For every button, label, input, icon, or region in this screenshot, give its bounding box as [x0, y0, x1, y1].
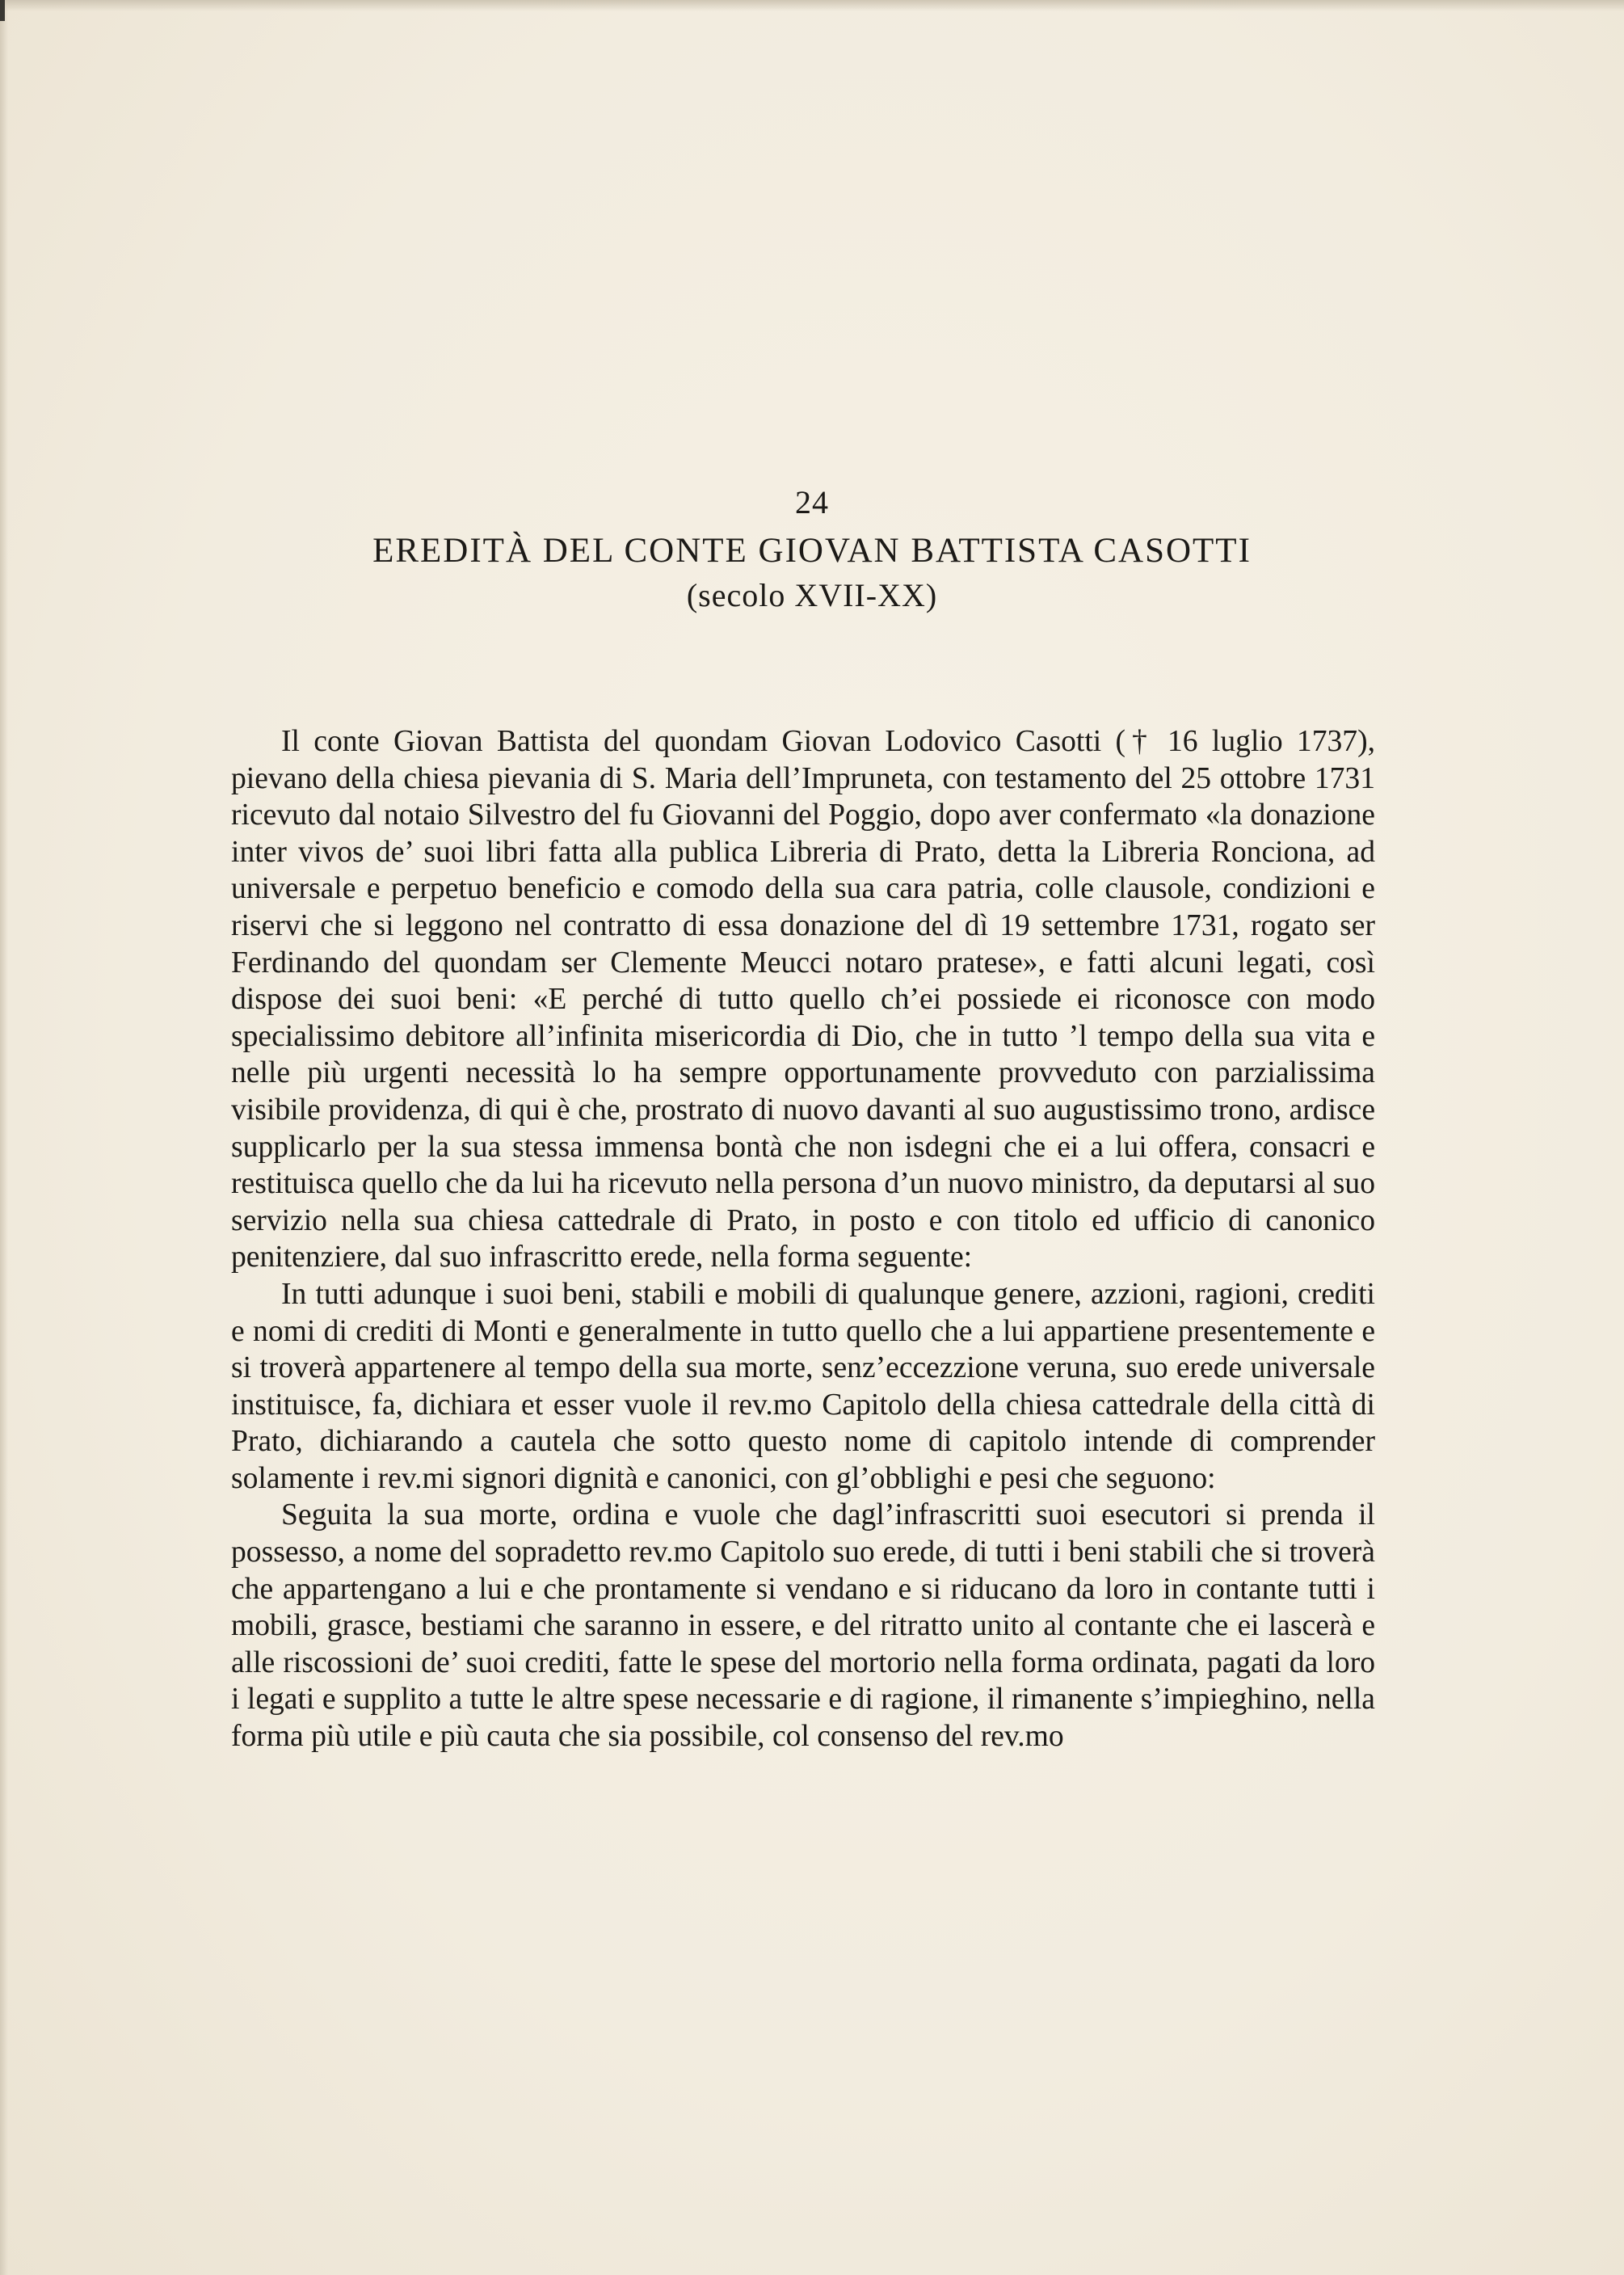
paragraph-1: Il conte Giovan Battista del quondam Giovan Lodovico Casotti († 16 luglio 1737), pievano della chiesa pievania di S. Maria dell’Impruneta, con testamento del 25 ottobre 1731 ricevuto dal notaio Silvestro del fu Giovanni del Poggio, dopo aver confermato «la donazione inter vivos de’ suoi libri fatta alla publica Libreria di Prato, detta la Libreria Ronciona, ad universale e perpetuo beneficio e comodo della sua cara patria, colle clausole, condizioni e riservi che si leggono nel contratto di essa donazione del dì 19 settembre 1731, rogato ser Ferdinando del quondam ser Clemente Meucci notaro pratese», e fatti alcuni legati, così dispose dei suoi beni: «E perché di tutto quello ch’ei possiede ei riconosce con modo specialissimo debitore all’infinita misericordia di Dio, che in tutto ’l tempo della sua vita e nelle più urgenti necessità lo ha sempre opportunamente provveduto con parzialissima visibile providenza, di qui è che, prostrato di nuovo davanti al suo augustissimo trono, ardisce supplicarlo per la sua stessa immensa bontà che non isdegni che ei a lui offera, consacri e restituisca quello che da lui ha ricevuto nella persona d’un nuovo ministro, da deputarsi al suo servizio nella sua chiesa cattedrale di Prato, in posto e con titolo ed ufficio di canonico penitenziere, dal suo infrascritto erede, nella forma seguente:: [231, 725, 1375, 1274]
page-left-edge: [0, 0, 8, 2275]
chapter-subtitle: (secolo XVII-XX): [686, 577, 938, 613]
body-text: [231, 723, 1375, 1755]
chapter-title: EREDITÀ DEL CONTE GIOVAN BATTISTA CASOTTI: [372, 532, 1252, 570]
chapter-number: 24: [795, 484, 829, 520]
page-top-edge: [0, 0, 1624, 11]
scan-corner-mark: [0, 0, 5, 21]
paragraph-3: Seguita la sua morte, ordina e vuole che dagl’infrascritti suoi esecutori si prenda il possesso, a nome del sopradetto rev.mo Capitolo suo erede, di tutti i beni stabili che si troverà che appartengano a lui e che prontamente si vendano e si riducano da loro in contante tutti i mobili, grasce, bestiami che saranno in essere, e del ritratto unito al contante che ei lascerà e alle riscossioni de’ suoi crediti, fatte le spese del mortorio nella forma ordinata, pagati da loro i legati e supplito a tutte le altre spese necessarie e di ragione, il rimanente s’impieghino, nella forma più utile e più cauta che sia possibile, col consenso del rev.mo: [231, 1498, 1375, 1754]
paragraph-2: In tutti adunque i suoi beni, stabili e mobili di qualunque genere, azzioni, ragioni, crediti e nomi di crediti di Monti e generalmente in tutto quello che a lui appartiene presentemente e si troverà appartenere al tempo della sua morte, senz’eccezzione veruna, suo erede universale instituisce, fa, dichiara et esser vuole il rev.mo Capitolo della chiesa cattedrale della città di Prato, dichiarando a cautela che sotto questo nome di capitolo intende di comprender solamente i rev.mi signori dignità e canonici, con gl’obblighi e pesi che seguono:: [231, 1277, 1375, 1495]
